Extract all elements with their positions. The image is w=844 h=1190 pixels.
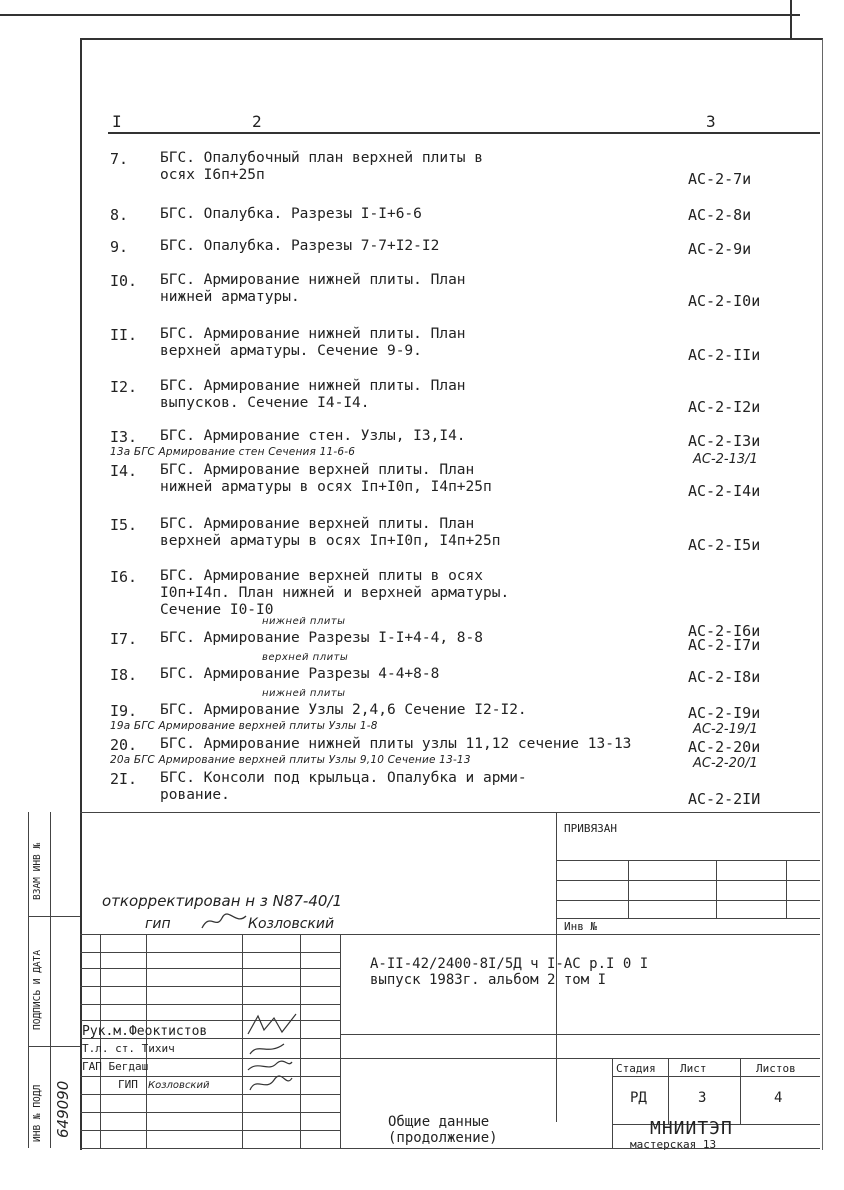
handwritten-overwrite: нижней плиты [262, 688, 346, 699]
row-text: БГС. Армирование Разрезы 4-4+8-8 [160, 666, 440, 682]
rule [612, 1076, 820, 1077]
row-text: БГС. Армирование стен. Узлы, I3,I4. [160, 428, 466, 444]
insert-code: AC-2-20/1 [693, 756, 758, 771]
sheet-value: 3 [698, 1090, 707, 1106]
organization-sub: мастерская 13 [630, 1138, 717, 1151]
side-label-inv-podl: ИНВ № ПОДЛ [32, 1084, 43, 1142]
row-text: БГС. Армирование нижней плиты узлы 11,12 сечение 13-13 [160, 736, 632, 752]
stamp-bottom-rule [80, 1148, 820, 1149]
row-num: I6. [110, 568, 138, 586]
row-code: AC-2-2IИ [688, 790, 761, 808]
row-num: I5. [110, 516, 138, 534]
row-code: AC-2-I2и [688, 398, 761, 416]
row-text: БГС. Консоли под крыльца. Опалубка и арми- рование. [160, 770, 527, 803]
col-3-header: 3 [706, 112, 716, 131]
stage-value: РД [630, 1090, 647, 1106]
organization: МНИИТЭП [650, 1118, 733, 1139]
stamp-top-rule [80, 812, 820, 813]
archive-number: 649090 [54, 1080, 72, 1138]
rule [556, 918, 820, 919]
rule [80, 1130, 340, 1131]
row-num: II. [110, 326, 138, 344]
header-rule [108, 132, 820, 134]
privyazan-label: ПРИВЯЗАН [564, 822, 617, 835]
rule [50, 812, 51, 1148]
sheet-header: Лист [680, 1062, 707, 1075]
rule [740, 1058, 741, 1124]
rule [146, 934, 147, 1148]
rule [100, 934, 101, 1148]
row-text: БГС. Опалубочный план верхней плиты в осях I6п+25п [160, 150, 484, 183]
ruk-name: Рук.м.Феоктистов [82, 1024, 208, 1039]
rule [716, 860, 717, 918]
stage-header: Стадия [616, 1062, 656, 1075]
row-num: 20. [110, 736, 138, 754]
row-text: БГС. Армирование Разрезы I-I+4-4, 8-8 [160, 630, 484, 646]
insert-code: AC-2-13/1 [693, 452, 758, 467]
row-num: I2. [110, 378, 138, 396]
document-code: А-II-42/2400-8I/5Д ч I-АС р.I 0 I [370, 956, 649, 972]
row-text: БГС. Армирование верхней плиты. План нижней арматуры в осях Iп+I0п, I4п+25п [160, 462, 492, 495]
correction-note: откорректирован н з N87-40/1 [102, 892, 342, 910]
rule [28, 812, 29, 1148]
sheet-title: Общие данные (продолжение) [388, 1114, 498, 1146]
row-code: AC-2-I8и [688, 668, 761, 686]
signature-ruk [244, 1012, 300, 1038]
rule [28, 916, 80, 917]
row-text: БГС. Армирование верхней плиты. План верхней арматуры в осях Iп+I0п, I4п+25п [160, 516, 501, 549]
inv-label: Инв № [564, 920, 598, 933]
handwritten-overwrite: нижней плиты [262, 616, 346, 627]
row-num: I3. [110, 428, 138, 446]
row-text: БГС. Армирование верхней плиты в осях I0п+I4п. План нижней и верхней арматуры. Сечение I0-I0 [160, 568, 510, 618]
row-num: I7. [110, 630, 138, 648]
signature-gip2 [248, 1074, 294, 1094]
row-text: БГС. Армирование нижней плиты. План выпусков. Сечение I4-I4. [160, 378, 466, 411]
signature-tl [248, 1040, 288, 1058]
gap-name: ГАП Бегдаш [82, 1060, 149, 1073]
rule [80, 1020, 340, 1021]
row-num: I8. [110, 666, 138, 684]
rule [612, 1058, 613, 1148]
row-num: I0. [110, 272, 138, 290]
rule [80, 986, 340, 987]
row-text: БГС. Опалубка. Разрезы I-I+6-6 [160, 206, 422, 222]
rule [80, 1004, 340, 1005]
row-code: AC-2-7и [688, 170, 752, 188]
gip2-name: Козловский [148, 1080, 210, 1091]
sheets-header: Листов [756, 1062, 796, 1075]
row-num: I4. [110, 462, 138, 480]
tl-name: Т.л. ст. Тихич [82, 1042, 175, 1055]
row-text: БГС. Армирование нижней плиты. План нижней арматуры. [160, 272, 466, 305]
row-code: AC-2-8и [688, 206, 752, 224]
side-label-podpis: ПОДПИСЬ И ДАТА [32, 949, 43, 1030]
rule [786, 860, 787, 918]
rule [80, 952, 340, 953]
row-code: AC-2-I4и [688, 482, 761, 500]
row-code: AC-2-I6и [688, 622, 761, 640]
rule [242, 934, 243, 1148]
rule [80, 968, 340, 969]
gip-label: гип [145, 916, 171, 932]
row-num: 7. [110, 150, 129, 168]
sheets-value: 4 [774, 1090, 783, 1106]
insert-row: 20а БГС Армирование верхней плиты Узлы 9,10 Сечение 13-13 [110, 754, 471, 766]
rule [80, 1094, 340, 1095]
handwritten-overwrite: верхней плиты [262, 652, 349, 663]
row-num: I9. [110, 702, 138, 720]
col-1-header: I [112, 112, 122, 131]
row-code: AC-2-I9и [688, 704, 761, 722]
rule [80, 1058, 340, 1059]
insert-code: AC-2-19/1 [693, 722, 758, 737]
rule [300, 934, 301, 1148]
rule [556, 880, 820, 881]
rule [28, 1046, 80, 1047]
rule [80, 1112, 340, 1113]
row-code: AC-2-I7и [688, 636, 761, 654]
insert-row: 19а БГС Армирование верхней плиты Узлы 1-8 [110, 720, 378, 732]
rule [556, 900, 820, 901]
top-border [0, 14, 800, 16]
row-code: AC-2-I3и [688, 432, 761, 450]
signature-gip [200, 910, 250, 932]
row-text: БГС. Армирование Узлы 2,4,6 Сечение I2-I2. [160, 702, 527, 718]
row-text: БГС. Опалубка. Разрезы 7-7+I2-I2 [160, 238, 440, 254]
row-code: AC-2-9и [688, 240, 752, 258]
rule [628, 860, 629, 918]
rule [556, 860, 820, 861]
row-num: 9. [110, 238, 129, 256]
issue-info: выпуск 1983г. альбом 2 том I [370, 972, 607, 988]
rule [80, 1076, 340, 1077]
row-text: БГС. Армирование нижней плиты. План верхней арматуры. Сечение 9-9. [160, 326, 466, 359]
top-right-border [790, 0, 792, 40]
gip-name: Козловский [248, 916, 335, 932]
row-num: 2I. [110, 770, 138, 788]
side-label-inv-zam: ВЗАМ ИНВ № [32, 842, 43, 900]
rule [340, 1058, 820, 1059]
row-code: AC-2-I0и [688, 292, 761, 310]
rule [340, 1034, 820, 1035]
rule [340, 934, 341, 1148]
row-code: AC-2-I5и [688, 536, 761, 554]
rule [80, 934, 820, 935]
row-code: AC-2-20и [688, 738, 761, 756]
gip2-label: ГИП [118, 1078, 138, 1091]
col-2-header: 2 [252, 112, 262, 131]
row-num: 8. [110, 206, 129, 224]
row-code: AC-2-IIи [688, 346, 761, 364]
insert-row: 13а БГС Армирование стен Сечения 11-6-6 [110, 446, 356, 458]
rule [668, 1058, 669, 1124]
